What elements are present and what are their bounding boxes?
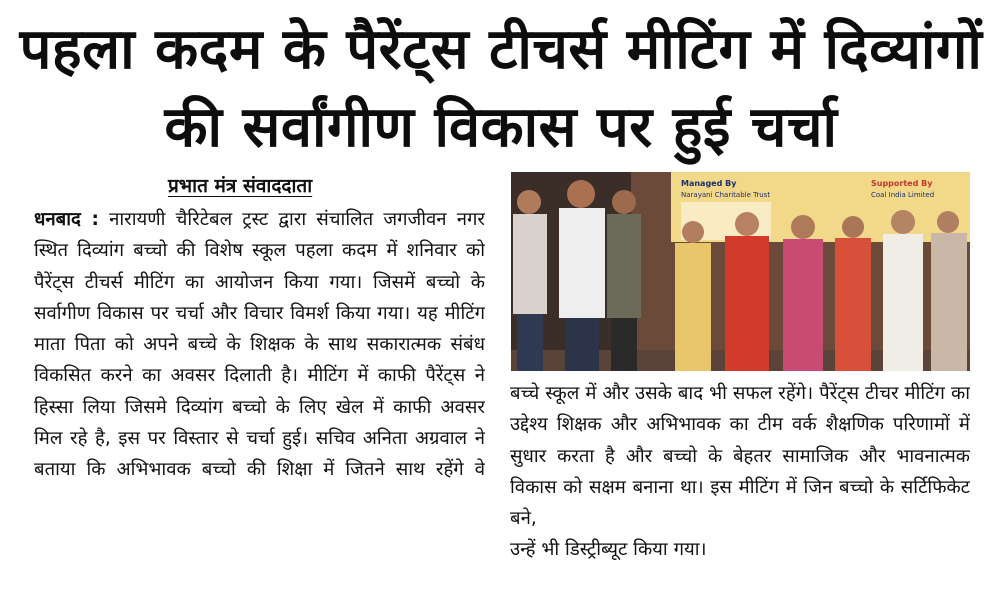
column-right-text: बच्चे स्कूल में और उसके बाद भी सफल रहेंगे। पैरेंट्स टीचर मीटिंग का उद्देश्य शिक्षक और अभिभावक का टीम वर्क शैक्षणिक परिणामों में सुधार करता है और बच्चो के बेहतर सामाजिक और भावनात्मक विकास को सक्षम बनाना था। इस मीटिंग में जिन बच्चो के सर्टिफिकेट बने, (510, 383, 970, 530)
person-8 (883, 210, 923, 371)
column-right-last-line: उन्हें भी डिस्ट्रीब्यूट किया गया। (510, 539, 707, 561)
person-1 (513, 190, 547, 371)
person-2 (559, 180, 605, 371)
person-7 (835, 216, 871, 371)
byline: प्रभात मंत्र संवाददाता (168, 175, 313, 197)
person-9 (931, 211, 967, 371)
headline-line-2: की सर्वांगीण विकास पर हुई चर्चा (164, 95, 838, 160)
headline (10, 18, 992, 160)
event-photo (511, 172, 970, 371)
banner-supported-heading: Supported By (871, 179, 933, 188)
group-photo-illustration (511, 172, 970, 371)
article-column-left (34, 204, 485, 582)
article-column-right (510, 378, 970, 578)
dateline: धनबाद : (34, 209, 99, 230)
banner-managed-heading: Managed By (681, 179, 737, 188)
headline-line-1: पहला कदम के पैरेंट्स टीचर्स मीटिंग में दिव्यांगों (19, 17, 983, 82)
banner-managed-name: Narayani Charitable Trust (681, 191, 771, 199)
person-4 (675, 221, 711, 371)
column-left-text: नारायणी चैरिटेबल ट्रस्ट द्वारा संचालित जगजीवन नगर स्थित दिव्यांग बच्चो की विशेष स्कूल पहला कदम में शनिवार को पैरेंट्स टीचर्स मीटिंग का आयोजन किया गया। जिसमें बच्चो के सर्वागीण विकास पर चर्चा और विचार विमर्श किया गया। यह मीटिंग माता पिता को अपने बच्चे के शिक्षक के साथ सकारात्मक संबंध विकसित करने का अवसर दिलाती है। मीटिंग में काफी पैरेंट्स ने हिस्सा लिया जिसमे दिव्यांग बच्चो के लिए खेल में काफी अवसर मिल रहे है, इस पर विस्तार से चर्चा हुई। सचिव अनिता अग्रवाल ने बताया कि अभिभावक बच्चो की शिक्षा में जितने साथ रहेंगे वे (34, 209, 485, 481)
person-3 (607, 190, 641, 371)
banner-supported-name: Coal India Limited (871, 191, 935, 199)
